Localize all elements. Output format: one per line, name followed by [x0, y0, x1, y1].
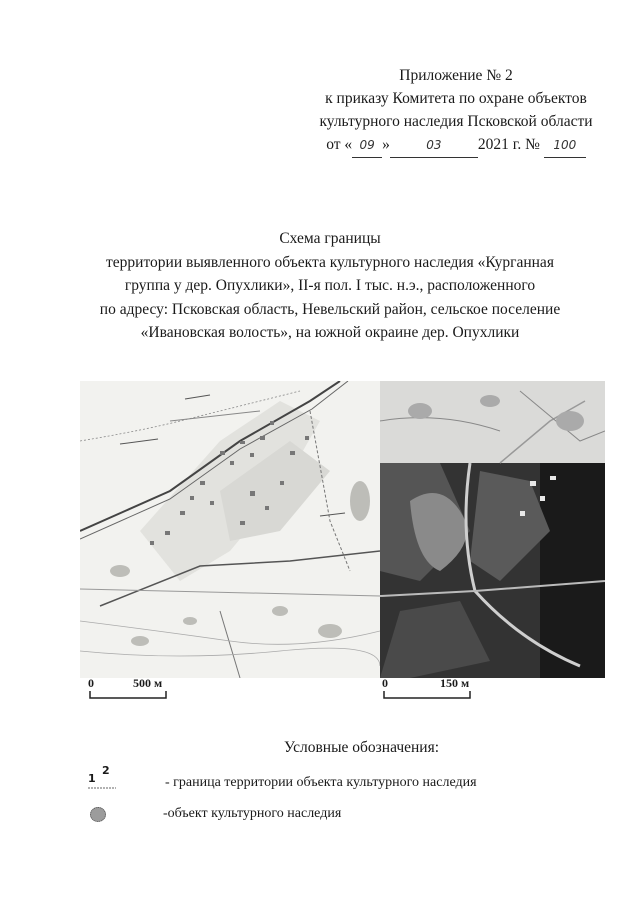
date-month: 03 — [390, 134, 478, 158]
left-scale-zero: 0 — [88, 676, 94, 690]
date-prefix: от « — [326, 136, 353, 153]
topographic-map-drawing — [80, 381, 380, 678]
order-number: 100 — [544, 134, 586, 158]
order-reference: к приказу Комитета по охране объектов — [325, 90, 587, 107]
order-date-line — [296, 133, 616, 158]
title-line-1: Схема границы — [279, 230, 381, 247]
legend-boundary-label: - граница территории объекта культурного наследия — [165, 775, 477, 790]
right-scale-line — [382, 690, 472, 700]
gray-dot-icon — [90, 807, 106, 822]
appendix-number: Приложение № 2 — [399, 67, 513, 84]
legend-point-1: 1 — [88, 772, 96, 785]
right-scale-zero: 0 — [382, 676, 388, 690]
date-year: 2021 г. № — [477, 136, 540, 153]
satellite-image-drawing — [380, 381, 605, 678]
right-scale-value: 150 м — [440, 676, 470, 690]
left-scale-line — [88, 690, 168, 700]
title-line-3: группа у дер. Опухлики», II-я пол. I тыс. н.э., расположенного — [124, 277, 536, 294]
title-line-2: территории выявленного объекта культурного наследия «Курганная — [106, 253, 554, 271]
committee-name: культурного наследия Псковской области — [319, 113, 593, 130]
title-line-5: «Ивановская волость», на южной окраине дер. Опухлики — [140, 324, 520, 341]
topographic-map — [80, 381, 380, 678]
legend-object-label: -объект культурного наследия — [163, 806, 342, 821]
boundary-line-sample — [88, 784, 128, 792]
boundary-points-icon — [88, 764, 128, 792]
date-day: 09 — [352, 134, 382, 158]
date-mid: » — [382, 136, 390, 153]
title-line-4: по адресу: Псковская область, Невельский район, сельское поселение — [99, 300, 561, 318]
order-header — [296, 64, 616, 158]
legend-heading: Условные обозначения: — [284, 739, 440, 756]
left-scale-value: 500 м — [133, 676, 163, 690]
legend-point-2: 2 — [102, 764, 110, 777]
satellite-image — [380, 381, 605, 678]
scheme-title — [60, 227, 600, 345]
